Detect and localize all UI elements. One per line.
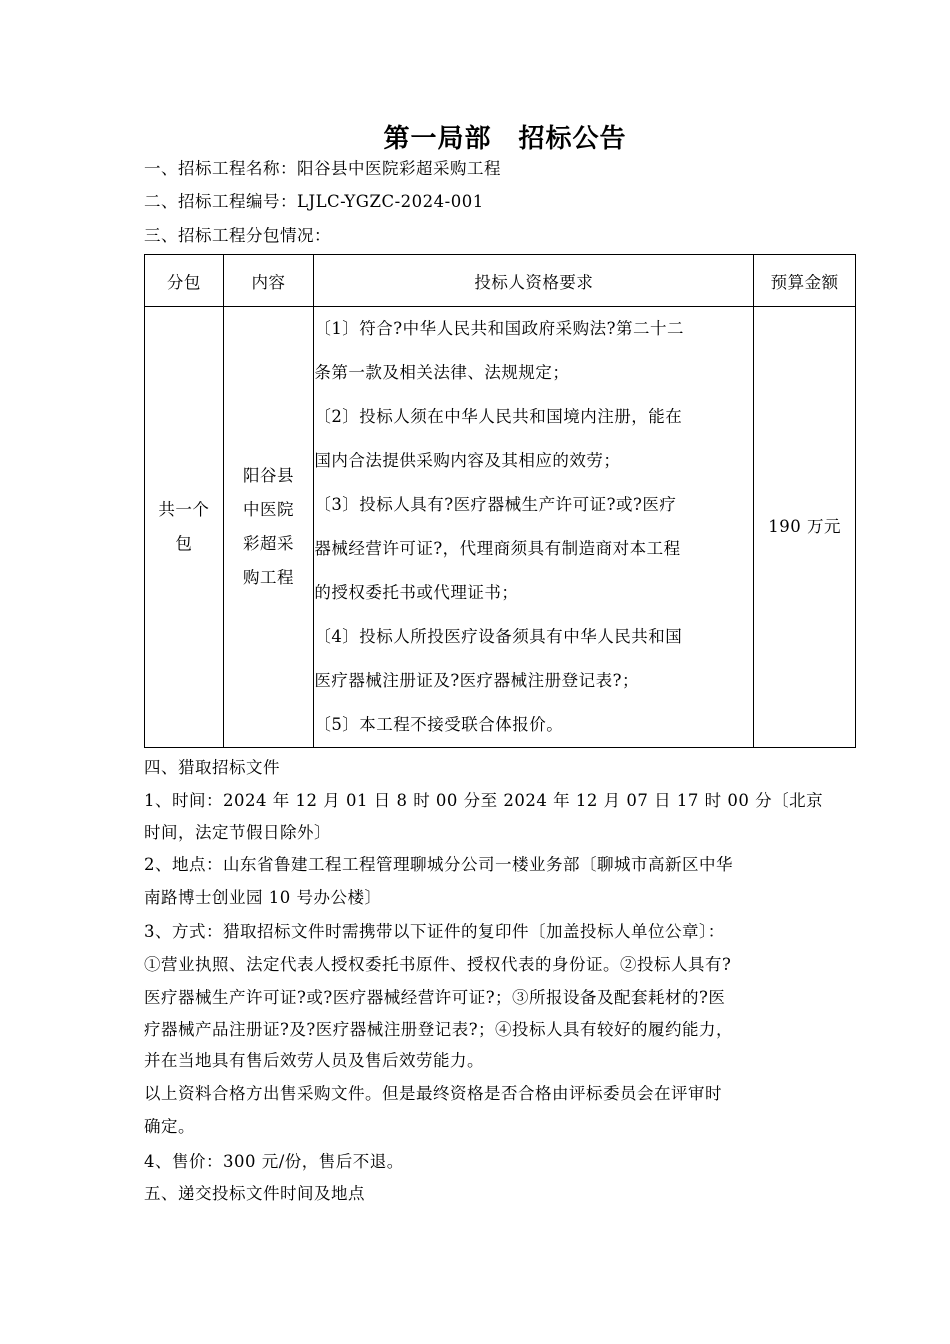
- content-line: 购工程: [243, 568, 294, 587]
- table-row: [145, 307, 856, 748]
- requirements-cell: [314, 307, 754, 748]
- requirement-line: 的授权委托书或代理证书；: [314, 583, 519, 602]
- content-cell: [223, 307, 314, 748]
- section4-line: 时间，法定节假日除外〕: [144, 823, 331, 842]
- requirement-line: 〔4〕投标人所投医疗设备须具有中华人民共和国: [314, 627, 683, 646]
- requirement-line: 〔1〕符合?中华人民共和国政府采购法?第二十二: [314, 319, 685, 338]
- section4-line: 医疗器械生产许可证?或?医疗器械经营许可证?；③所报设备及配套耗材的?医: [144, 988, 726, 1007]
- package-cell: [145, 307, 224, 748]
- header-package: 分包: [145, 255, 224, 307]
- table-header-row: [145, 255, 856, 307]
- package-line: 共一个: [158, 500, 210, 519]
- section4-line: 4、售价：300 元/份，售后不退。: [144, 1152, 404, 1171]
- package-heading: 三、招标工程分包情况：: [144, 226, 331, 245]
- section4-line: 2、地点：山东省鲁建工程工程管理聊城分公司一楼业务部〔聊城市高新区中华: [144, 855, 733, 874]
- section4-line: ①营业执照、法定代表人授权委托书原件、授权代表的身份证。②投标人具有?: [144, 955, 732, 974]
- content-line: 彩超采: [243, 534, 294, 553]
- header-budget: 预算金额: [754, 255, 856, 307]
- content-line: 中医院: [243, 500, 294, 519]
- requirement-line: 条第一款及相关法律、法规规定；: [314, 363, 570, 382]
- page-title: 第一局部 招标公告: [383, 124, 627, 154]
- section5-heading: 五、递交投标文件时间及地点: [144, 1184, 365, 1203]
- requirement-line: 医疗器械注册证及?医疗器械注册登记表?；: [314, 671, 640, 690]
- section4-heading: 四、猎取招标文件: [144, 758, 280, 777]
- package-table: [144, 254, 856, 748]
- header-content: 内容: [223, 255, 314, 307]
- content-line: 阳谷县: [243, 466, 294, 485]
- section4-line: 并在当地具有售后效劳人员及售后效劳能力。: [144, 1051, 484, 1070]
- requirement-line: 器械经营许可证?，代理商须具有制造商对本工程: [314, 539, 681, 558]
- header-requirements: 投标人资格要求: [314, 255, 754, 307]
- section4-line: 确定。: [144, 1117, 195, 1136]
- project-code: 二、招标工程编号：LJLC-YGZC-2024-001: [144, 192, 484, 211]
- budget-cell: 190 万元: [754, 307, 856, 748]
- section4-line: 1、时间：2024 年 12 月 01 日 8 时 00 分至 2024 年 12 月 07 日 17 时 00 分〔北京: [144, 791, 824, 810]
- section4-line: 南路博士创业园 10 号办公楼〕: [144, 888, 382, 907]
- section4-line: 3、方式：猎取招标文件时需携带以下证件的复印件〔加盖投标人单位公章〕：: [144, 922, 725, 941]
- requirement-line: 〔5〕本工程不接受联合体报价。: [314, 715, 564, 734]
- requirement-line: 国内合法提供采购内容及其相应的效劳；: [314, 451, 621, 470]
- project-name: 一、招标工程名称：阳谷县中医院彩超采购工程: [144, 159, 501, 178]
- section4-line: 以上资料合格方出售采购文件。但是最终资格是否合格由评标委员会在评审时: [144, 1084, 722, 1103]
- section4-line: 疗器械产品注册证?及?医疗器械注册登记表?；④投标人具有较好的履约能力，: [144, 1020, 734, 1039]
- requirement-line: 〔2〕投标人须在中华人民共和国境内注册，能在: [314, 407, 683, 426]
- requirement-line: 〔3〕投标人具有?医疗器械生产许可证?或?医疗: [314, 495, 677, 514]
- package-line: 包: [175, 534, 193, 553]
